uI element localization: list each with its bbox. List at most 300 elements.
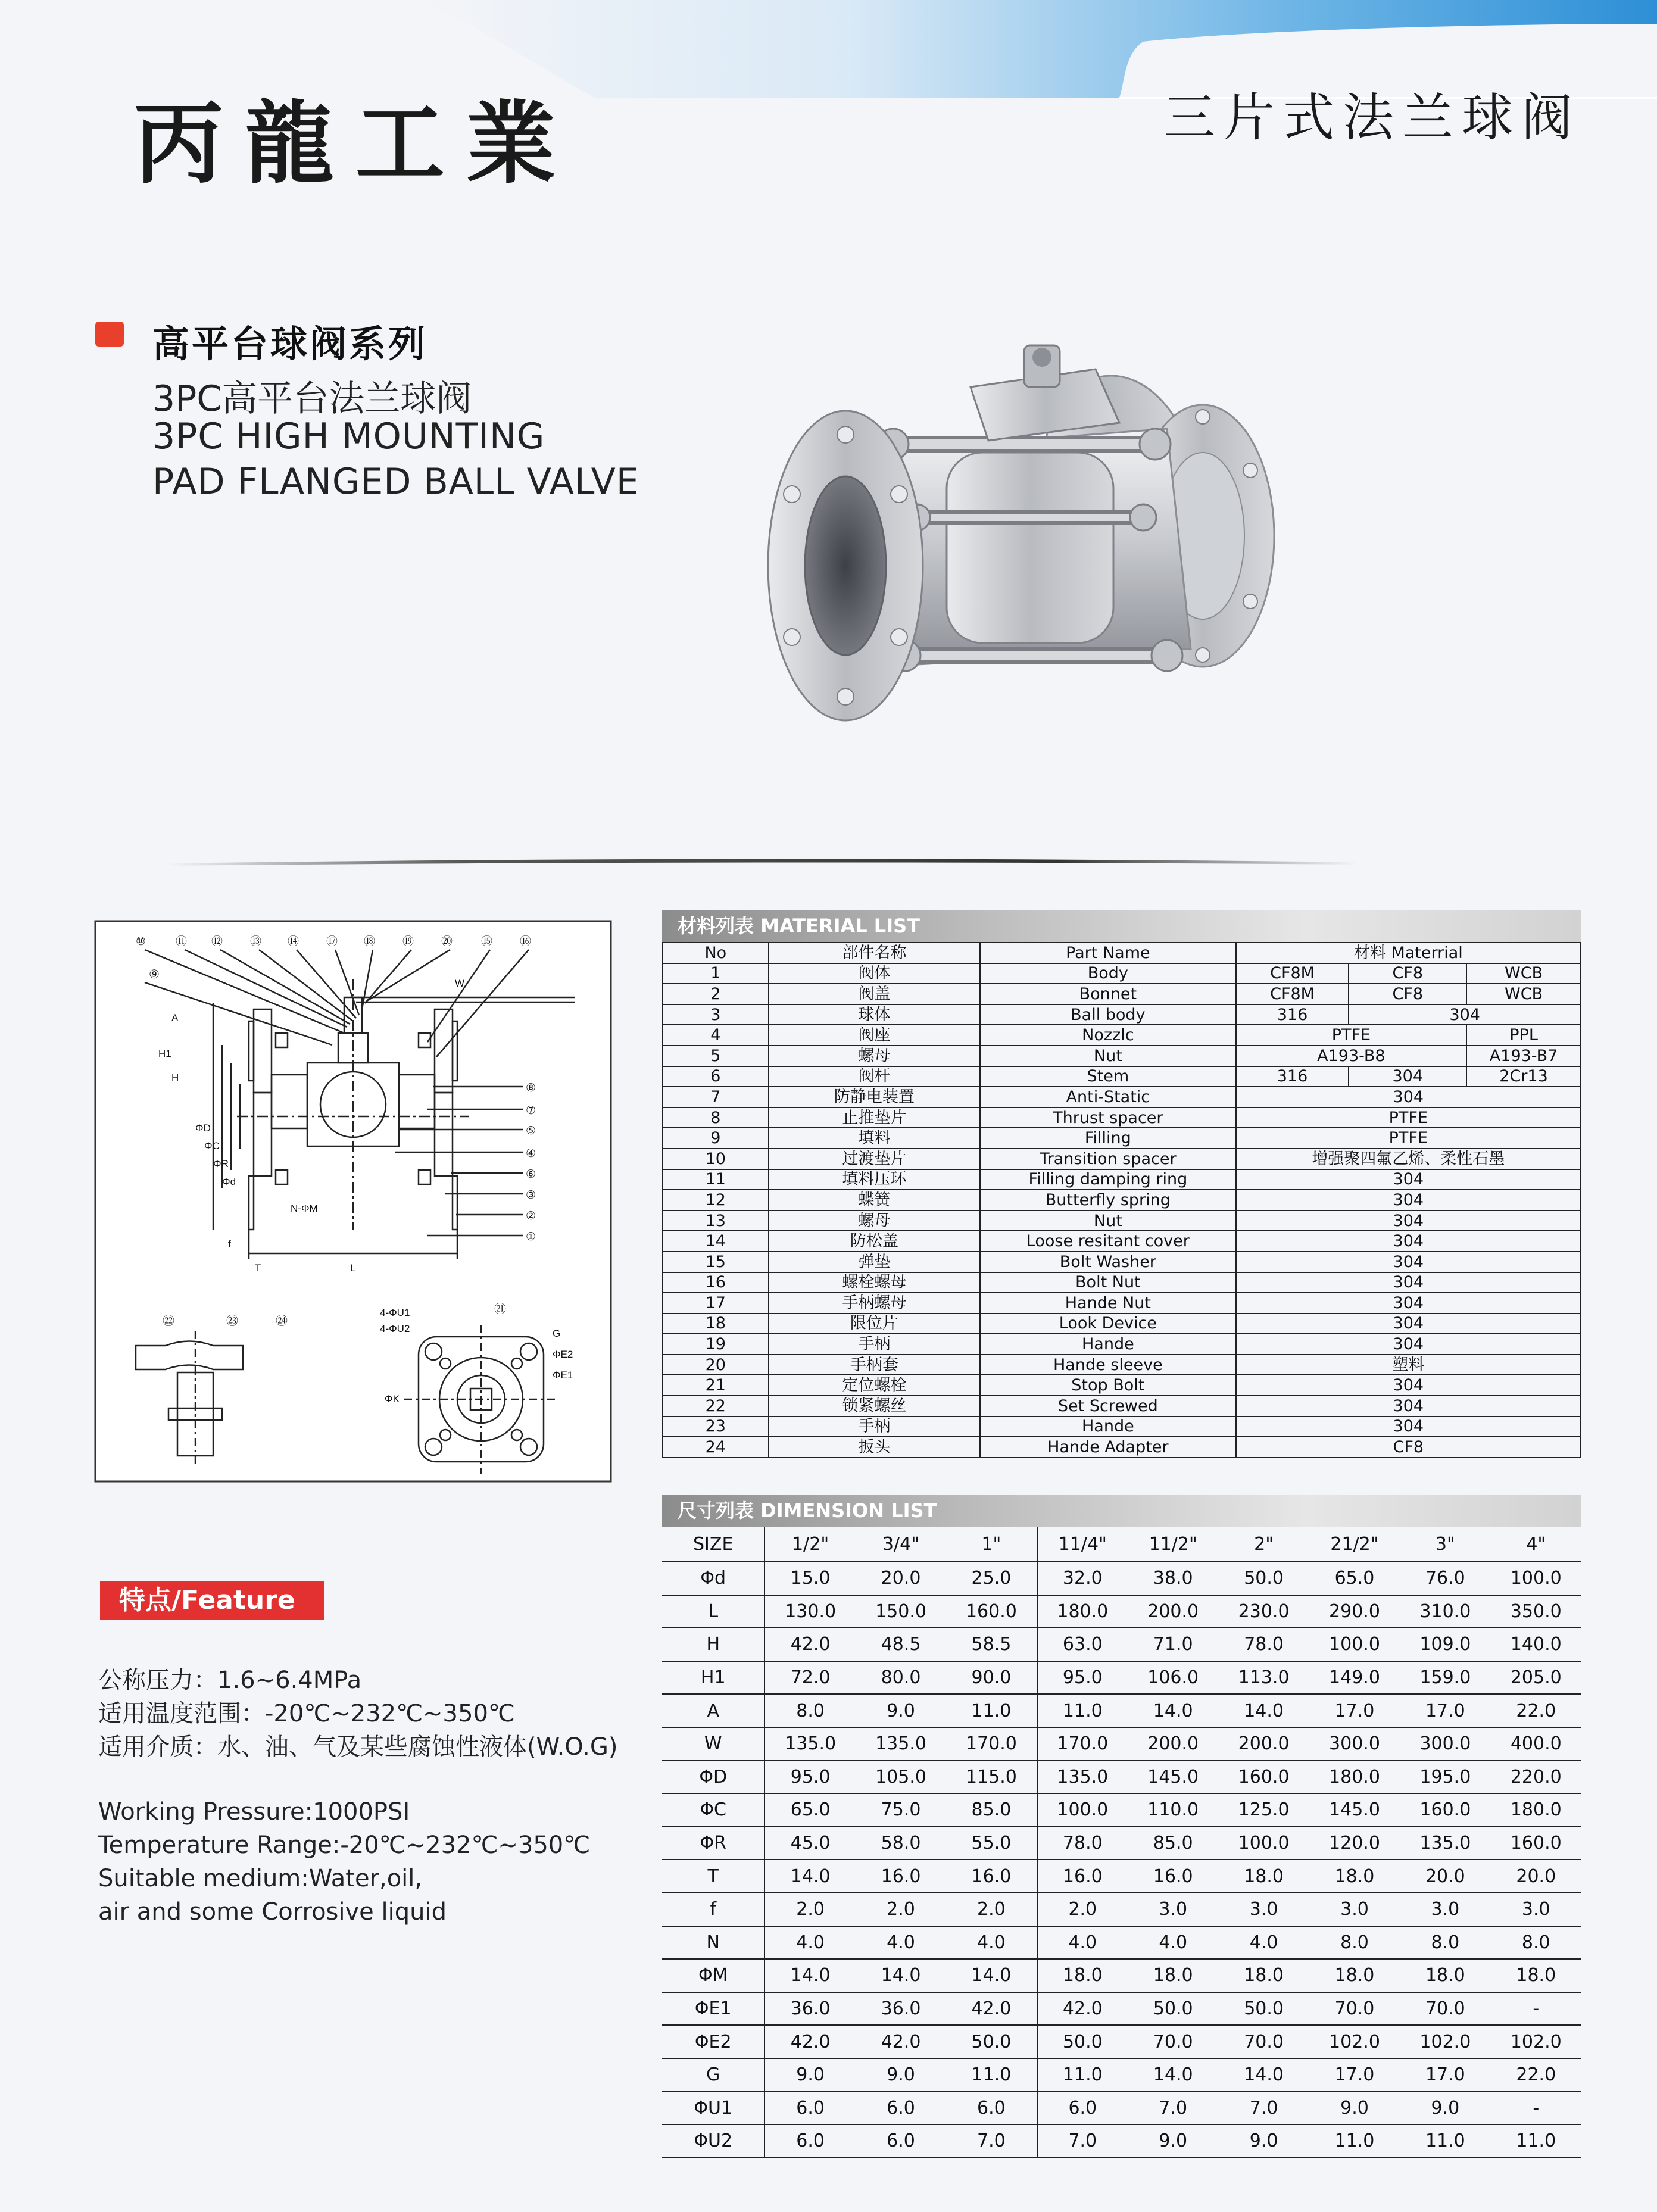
subtitle-cn: 3PC高平台法兰球阀: [152, 378, 472, 420]
material-value: 316: [1236, 1066, 1349, 1087]
dimension-list-title: 尺寸列表 DIMENSION LIST: [662, 1495, 1581, 1527]
dimension-value: 14.0: [946, 1959, 1037, 1992]
dimension-label: ΦD: [662, 1761, 764, 1794]
material-value: PTFE: [1236, 1128, 1581, 1149]
material-value: 塑料: [1236, 1355, 1581, 1375]
callout-top-1: ⑩: [136, 935, 146, 948]
series-bullet-icon: [95, 322, 124, 347]
part-name-en: Thrust spacer: [980, 1107, 1236, 1128]
series-title: 高平台球阀系列: [152, 322, 428, 366]
part-name-cn: 止推垫片: [769, 1107, 980, 1128]
dimension-value: 6.0: [1037, 2092, 1128, 2125]
dimension-value: 32.0: [1037, 1562, 1128, 1595]
callout-top-6: ⑰: [326, 935, 338, 948]
part-name-en: Stem: [980, 1066, 1236, 1087]
dimension-value: 14.0: [764, 1959, 855, 1992]
material-row: [663, 1210, 1581, 1231]
part-name-en: Filling damping ring: [980, 1169, 1236, 1190]
dimension-value: 105.0: [856, 1761, 946, 1794]
dimension-value: 50.0: [1218, 1992, 1309, 2026]
part-no: 18: [663, 1314, 769, 1334]
dimension-value: 145.0: [1309, 1793, 1400, 1827]
dimension-value: 14.0: [1218, 1694, 1309, 1727]
material-value: 304: [1236, 1375, 1581, 1396]
part-no: 15: [663, 1252, 769, 1272]
subtitle-en-1: 3PC HIGH MOUNTING: [152, 416, 545, 457]
dimension-value: 18.0: [1218, 1959, 1309, 1992]
dimension-label: ΦC: [662, 1793, 764, 1827]
dimension-value: 85.0: [946, 1793, 1037, 1827]
dimension-value: 42.0: [856, 2025, 946, 2058]
dimension-label: ΦU2: [662, 2124, 764, 2158]
dimension-value: 102.0: [1491, 2025, 1581, 2058]
material-value: CF8M: [1236, 963, 1349, 984]
dimension-value: 3.0: [1309, 1893, 1400, 1926]
part-no: 9: [663, 1128, 769, 1149]
dimension-value: 70.0: [1400, 1992, 1490, 2026]
part-no: 2: [663, 984, 769, 1004]
dimension-value: 160.0: [1218, 1761, 1309, 1794]
dimension-value: 180.0: [1037, 1595, 1128, 1628]
callout-right-6: ③: [526, 1189, 536, 1202]
dimension-label: A: [662, 1694, 764, 1727]
dimension-value: 160.0: [946, 1595, 1037, 1628]
dimension-value: 42.0: [1037, 1992, 1128, 2026]
dimension-value: 6.0: [856, 2092, 946, 2125]
size-header: 11/4": [1037, 1527, 1128, 1562]
dimension-value: 45.0: [764, 1827, 855, 1860]
feature-line-cn-3: 适用介质：水、油、气及某些腐蚀性液体(W.O.G): [98, 1733, 618, 1761]
part-name-cn: 过渡垫片: [769, 1149, 980, 1169]
dimension-value: 4.0: [1218, 1926, 1309, 1960]
dimension-value: 42.0: [764, 2025, 855, 2058]
material-value: 304: [1236, 1293, 1581, 1314]
dimension-label: ΦE2: [662, 2025, 764, 2058]
dimension-value: 80.0: [856, 1661, 946, 1695]
dimension-value: 17.0: [1400, 2058, 1490, 2092]
dimension-row: [662, 2092, 1581, 2125]
dimension-value: 7.0: [1037, 2124, 1128, 2158]
callout-top-2: ⑪: [176, 935, 188, 948]
size-header: 1/2": [764, 1527, 855, 1562]
dimension-value: 3.0: [1128, 1893, 1218, 1926]
dimension-value: 120.0: [1309, 1827, 1400, 1860]
material-list: [662, 910, 1581, 1458]
dimension-value: 230.0: [1218, 1595, 1309, 1628]
subtitle-en-2: PAD FLANGED BALL VALVE: [152, 461, 639, 503]
part-no: 12: [663, 1190, 769, 1210]
part-name-en: Butterfly spring: [980, 1190, 1236, 1210]
part-name-en: Ball body: [980, 1004, 1236, 1025]
dimension-value: 180.0: [1491, 1793, 1581, 1827]
dimension-value: 4.0: [856, 1926, 946, 1960]
dimension-value: 6.0: [764, 2124, 855, 2158]
material-value: 304: [1236, 1252, 1581, 1272]
size-header: 4": [1491, 1527, 1581, 1562]
dimension-value: 6.0: [764, 2092, 855, 2125]
dimension-value: 102.0: [1309, 2025, 1400, 2058]
dimension-row: [662, 1926, 1581, 1960]
dimension-row: [662, 1827, 1581, 1860]
dimension-value: 20.0: [1491, 1860, 1581, 1893]
dimension-value: 17.0: [1309, 1694, 1400, 1727]
dimension-label: f: [662, 1893, 764, 1926]
dimension-value: 200.0: [1128, 1727, 1218, 1761]
part-name-cn: 阀体: [769, 963, 980, 984]
material-row: [663, 1128, 1581, 1149]
dimension-value: 14.0: [1218, 2058, 1309, 2092]
part-name-en: Hande: [980, 1417, 1236, 1437]
part-name-cn: 蝶簧: [769, 1190, 980, 1210]
dimension-value: -: [1491, 1992, 1581, 2026]
dimension-value: 65.0: [764, 1793, 855, 1827]
dimension-value: 36.0: [856, 1992, 946, 2026]
material-row: [663, 1396, 1581, 1417]
dimension-value: 290.0: [1309, 1595, 1400, 1628]
dimension-value: 180.0: [1309, 1761, 1400, 1794]
dimension-value: 95.0: [1037, 1661, 1128, 1695]
dim-U2: 4-ΦU2: [380, 1323, 410, 1334]
dimension-value: 150.0: [856, 1595, 946, 1628]
part-no: 5: [663, 1046, 769, 1066]
dimension-value: 2.0: [1037, 1893, 1128, 1926]
dimension-row: [662, 1893, 1581, 1926]
dim-E1: ΦE1: [553, 1369, 573, 1381]
dimension-label: ΦR: [662, 1827, 764, 1860]
dim-W: W: [455, 978, 465, 989]
feature-line-cn-2: 适用温度范围：-20℃~232℃~350℃: [98, 1700, 515, 1727]
dimension-value: 4.0: [1037, 1926, 1128, 1960]
dimension-value: 11.0: [946, 1694, 1037, 1727]
dimension-value: 135.0: [856, 1727, 946, 1761]
document-title: 三片式法兰球阀: [1164, 88, 1581, 148]
dimension-value: 18.0: [1309, 1959, 1400, 1992]
size-header: 21/2": [1309, 1527, 1400, 1562]
part-no: 4: [663, 1025, 769, 1046]
part-name-cn: 扳头: [769, 1437, 980, 1458]
dimension-value: 48.5: [856, 1628, 946, 1661]
dimension-value: 9.0: [1218, 2124, 1309, 2158]
dimension-row: [662, 1562, 1581, 1595]
part-no: 8: [663, 1107, 769, 1128]
dimension-value: 78.0: [1218, 1628, 1309, 1661]
dimension-value: 300.0: [1400, 1727, 1490, 1761]
dimension-value: 6.0: [856, 2124, 946, 2158]
size-header: 3": [1400, 1527, 1490, 1562]
dimension-value: 7.0: [1218, 2092, 1309, 2125]
part-name-en: Bolt Washer: [980, 1252, 1236, 1272]
dimension-value: 16.0: [1037, 1860, 1128, 1893]
dimension-value: 17.0: [1309, 2058, 1400, 2092]
material-row: [663, 1149, 1581, 1169]
part-no: 19: [663, 1334, 769, 1355]
part-name-cn: 阀杆: [769, 1066, 980, 1087]
dimension-value: 2.0: [856, 1893, 946, 1926]
dimension-label: ΦM: [662, 1959, 764, 1992]
material-value: 304: [1236, 1210, 1581, 1231]
dimension-value: 170.0: [1037, 1727, 1128, 1761]
brand-logo: 丙龍工業: [134, 91, 578, 196]
part-name-cn: 锁紧螺丝: [769, 1396, 980, 1417]
dimension-value: 160.0: [1400, 1793, 1490, 1827]
dimension-value: 58.0: [856, 1827, 946, 1860]
material-row: [663, 963, 1581, 984]
dim-phiC: ΦC: [204, 1140, 220, 1152]
part-name-cn: 螺母: [769, 1210, 980, 1231]
material-row: [663, 1375, 1581, 1396]
part-name-en: Set Screwed: [980, 1396, 1236, 1417]
material-row: [663, 1107, 1581, 1128]
feature-line-en-1: Working Pressure:1000PSI: [98, 1798, 410, 1826]
part-no: 11: [663, 1169, 769, 1190]
dimension-value: 18.0: [1491, 1959, 1581, 1992]
dimension-value: 6.0: [946, 2092, 1037, 2125]
dimension-value: 195.0: [1400, 1761, 1490, 1794]
part-name-cn: 阀盖: [769, 984, 980, 1004]
material-table: [662, 942, 1581, 1458]
dimension-value: 18.0: [1037, 1959, 1128, 1992]
dimension-value: 38.0: [1128, 1562, 1218, 1595]
part-name-cn: 阀座: [769, 1025, 980, 1046]
valve-product-photo: [738, 333, 1358, 786]
dimension-value: 76.0: [1400, 1562, 1490, 1595]
feature-line-cn-1: 公称压力：1.6~6.4MPa: [98, 1667, 362, 1694]
dim-H1: H1: [158, 1048, 171, 1059]
material-value: 304: [1236, 1169, 1581, 1190]
callout-right-5: ⑥: [526, 1168, 536, 1181]
material-value: 304: [1236, 1417, 1581, 1437]
dimension-row: [662, 1992, 1581, 2026]
part-name-en: Hande Nut: [980, 1293, 1236, 1314]
material-row: [663, 1252, 1581, 1272]
dim-E2: ΦE2: [553, 1349, 573, 1360]
material-value: WCB: [1466, 984, 1581, 1004]
dimension-value: 18.0: [1218, 1860, 1309, 1893]
dimension-value: 78.0: [1037, 1827, 1128, 1860]
material-row: [663, 1437, 1581, 1458]
part-name-en: Stop Bolt: [980, 1375, 1236, 1396]
callout-top-8: ⑲: [402, 935, 414, 948]
dimension-value: 220.0: [1491, 1761, 1581, 1794]
dimension-value: 11.0: [946, 2058, 1037, 2092]
material-value: 304: [1236, 1087, 1581, 1107]
dimension-value: 14.0: [856, 1959, 946, 1992]
callout-right-7: ②: [526, 1210, 536, 1222]
dimension-value: 9.0: [856, 1694, 946, 1727]
part-name-cn: 螺母: [769, 1046, 980, 1066]
dimension-value: 400.0: [1491, 1727, 1581, 1761]
material-value: PTFE: [1236, 1025, 1466, 1046]
size-header: 11/2": [1128, 1527, 1218, 1562]
size-header: 2": [1218, 1527, 1309, 1562]
material-row: [663, 1355, 1581, 1375]
dimension-value: 2.0: [764, 1893, 855, 1926]
dimension-value: 16.0: [856, 1860, 946, 1893]
dimension-value: 145.0: [1128, 1761, 1218, 1794]
dimension-value: 11.0: [1037, 1694, 1128, 1727]
size-header: 1": [946, 1527, 1037, 1562]
dimension-value: 85.0: [1128, 1827, 1218, 1860]
material-row: [663, 1190, 1581, 1210]
dimension-value: 72.0: [764, 1661, 855, 1695]
dimension-value: 63.0: [1037, 1628, 1128, 1661]
part-name-cn: 限位片: [769, 1314, 980, 1334]
dimension-value: 8.0: [764, 1694, 855, 1727]
dimension-value: 16.0: [1128, 1860, 1218, 1893]
part-name-cn: 定位螺栓: [769, 1375, 980, 1396]
callout-23: ㉓: [226, 1315, 238, 1328]
feature-line-en-4: air and some Corrosive liquid: [98, 1898, 447, 1926]
dimension-value: 102.0: [1400, 2025, 1490, 2058]
part-name-en: Nut: [980, 1046, 1236, 1066]
material-row: [663, 1046, 1581, 1066]
part-name-cn: 防静电装置: [769, 1087, 980, 1107]
callout-top-11: ⑯: [520, 935, 532, 948]
dim-L: L: [350, 1262, 356, 1274]
size-header: 3/4": [856, 1527, 946, 1562]
material-value: 304: [1236, 1314, 1581, 1334]
dimension-value: 350.0: [1491, 1595, 1581, 1628]
dimension-value: 9.0: [764, 2058, 855, 2092]
part-name-cn: 防松盖: [769, 1231, 980, 1252]
material-value: A193-B8: [1236, 1046, 1466, 1066]
dimension-value: 100.0: [1218, 1827, 1309, 1860]
dimension-value: 115.0: [946, 1761, 1037, 1794]
dimension-value: 110.0: [1128, 1793, 1218, 1827]
part-name-en: Nut: [980, 1210, 1236, 1231]
part-no: 24: [663, 1437, 769, 1458]
dimension-row: [662, 1793, 1581, 1827]
part-name-cn: 手柄螺母: [769, 1293, 980, 1314]
part-no: 16: [663, 1272, 769, 1293]
dim-H: H: [171, 1072, 179, 1083]
dim-f: f: [228, 1238, 231, 1250]
part-name-cn: 填料: [769, 1128, 980, 1149]
callout-top-5: ⑭: [288, 935, 299, 948]
dimension-value: 106.0: [1128, 1661, 1218, 1695]
dimension-value: 140.0: [1491, 1628, 1581, 1661]
dimension-value: 100.0: [1309, 1628, 1400, 1661]
material-value: WCB: [1466, 963, 1581, 984]
dimension-value: 4.0: [946, 1926, 1037, 1960]
part-no: 14: [663, 1231, 769, 1252]
dim-phiD: ΦD: [195, 1122, 211, 1134]
dimension-value: 14.0: [764, 1860, 855, 1893]
dimension-value: 205.0: [1491, 1661, 1581, 1695]
dimension-row: [662, 1694, 1581, 1727]
material-value: CF8: [1349, 984, 1466, 1004]
material-value: 304: [1236, 1231, 1581, 1252]
part-no: 3: [663, 1004, 769, 1025]
dim-A: A: [171, 1012, 179, 1024]
dimension-value: 22.0: [1491, 2058, 1581, 2092]
dim-phiR: ΦR: [213, 1158, 229, 1169]
callout-top-4: ⑬: [250, 935, 262, 948]
dimension-value: 70.0: [1218, 2025, 1309, 2058]
material-row: [663, 1087, 1581, 1107]
part-no: 13: [663, 1210, 769, 1231]
dimension-table: [662, 1527, 1581, 2158]
dimension-label: H1: [662, 1661, 764, 1695]
dimension-row: [662, 1860, 1581, 1893]
dim-U1: 4-ΦU1: [380, 1307, 410, 1318]
dimension-value: 18.0: [1309, 1860, 1400, 1893]
material-value: 304: [1349, 1066, 1466, 1087]
dimension-row: [662, 1761, 1581, 1794]
material-value: CF8: [1349, 963, 1466, 984]
part-name-cn: 手柄: [769, 1417, 980, 1437]
material-value: 316: [1236, 1004, 1349, 1025]
dimension-value: 55.0: [946, 1827, 1037, 1860]
part-name-en: Transition spacer: [980, 1149, 1236, 1169]
dimension-value: 8.0: [1491, 1926, 1581, 1960]
material-value: 304: [1236, 1272, 1581, 1293]
material-value: A193-B7: [1466, 1046, 1581, 1066]
header-no: No: [663, 943, 769, 963]
part-no: 1: [663, 963, 769, 984]
callout-top-3: ⑫: [211, 935, 223, 948]
dimension-value: 70.0: [1309, 1992, 1400, 2026]
dimension-value: 200.0: [1128, 1595, 1218, 1628]
dimension-label: T: [662, 1860, 764, 1893]
dimension-label: W: [662, 1727, 764, 1761]
part-name-cn: 球体: [769, 1004, 980, 1025]
dimension-value: 9.0: [1400, 2092, 1490, 2125]
dimension-value: 3.0: [1218, 1893, 1309, 1926]
material-row: [663, 1272, 1581, 1293]
part-name-cn: 弹垫: [769, 1252, 980, 1272]
feature-line-en-2: Temperature Range:-20℃~232℃~350℃: [98, 1832, 591, 1859]
size-label: SIZE: [662, 1527, 764, 1562]
part-name-cn: 填料压环: [769, 1169, 980, 1190]
dimension-value: 20.0: [856, 1562, 946, 1595]
material-value: CF8M: [1236, 984, 1349, 1004]
callout-top-10: ⑮: [481, 935, 493, 948]
material-value: PPL: [1466, 1025, 1581, 1046]
part-name-cn: 螺栓螺母: [769, 1272, 980, 1293]
material-list-title: 材料列表 MATERIAL LIST: [662, 910, 1581, 942]
dimension-value: 100.0: [1037, 1793, 1128, 1827]
dimension-value: 109.0: [1400, 1628, 1490, 1661]
dimension-value: 65.0: [1309, 1562, 1400, 1595]
dimension-value: 8.0: [1309, 1926, 1400, 1960]
part-no: 21: [663, 1375, 769, 1396]
dimension-value: 310.0: [1400, 1595, 1490, 1628]
dimension-value: 11.0: [1037, 2058, 1128, 2092]
material-value: 304: [1236, 1190, 1581, 1210]
callout-right-1: ⑧: [526, 1082, 536, 1094]
dimension-value: 14.0: [1128, 1694, 1218, 1727]
dimension-label: N: [662, 1926, 764, 1960]
dimension-value: 25.0: [946, 1562, 1037, 1595]
material-value: CF8: [1236, 1437, 1581, 1458]
dimension-value: 71.0: [1128, 1628, 1218, 1661]
callout-top-9: ⑳: [441, 935, 453, 948]
dimension-value: 14.0: [1128, 2058, 1218, 2092]
dimension-value: 100.0: [1491, 1562, 1581, 1595]
dimension-value: 75.0: [856, 1793, 946, 1827]
material-value: 2Cr13: [1466, 1066, 1581, 1087]
part-name-en: Anti-Static: [980, 1087, 1236, 1107]
dim-G: G: [553, 1328, 561, 1339]
dimension-value: 3.0: [1400, 1893, 1490, 1926]
dimension-value: 9.0: [1128, 2124, 1218, 2158]
feature-badge: 特点/Feature: [100, 1581, 324, 1620]
dimension-header-row: [662, 1527, 1581, 1562]
part-name-en: Hande: [980, 1334, 1236, 1355]
callout-right-2: ⑦: [526, 1105, 536, 1117]
material-value: 304: [1349, 1004, 1581, 1025]
